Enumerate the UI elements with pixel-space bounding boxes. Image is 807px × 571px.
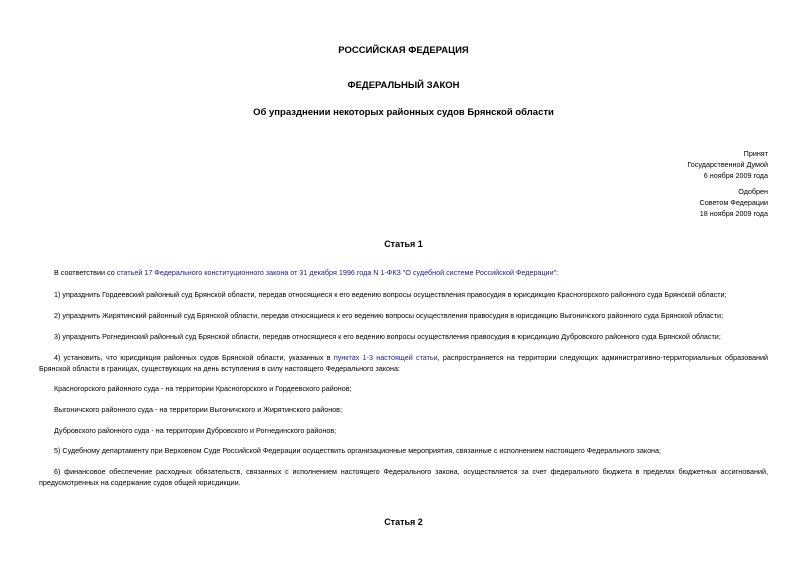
country-heading: РОССИЙСКАЯ ФЕДЕРАЦИЯ (338, 45, 469, 56)
article1-item1: 1) упразднить Гордеевский районный суд Брянской области, передав относящиеся к его ведению вопросы осуществления правосудия в юрисдикцию Красногорского районного суда Брянской области; (54, 290, 727, 299)
intro-suffix: : (556, 268, 559, 277)
article1-sub3: Дубровского районного суда - на территории Дубровского и Рогнединского районов; (54, 426, 337, 435)
article1-item5: 5) Судебному департаменту при Верховном Суде Российской Федерации осуществить организационные мероприятия, связанные с исполнением настоящего Федерального закона; (54, 446, 662, 455)
this-article-link[interactable]: настоящей статьи (376, 353, 438, 362)
approved-line3: 18 ноября 2009 года (699, 209, 768, 218)
article1-item2: 2) упразднить Жирятинский районный суд Брянской области, передав относящиеся к его ведению вопросы осуществления правосудия в юрисдикцию Выгоничского районного суда Брянской области; (54, 311, 724, 320)
accepted-line2: Государственной Думой (687, 160, 768, 169)
items-1-3-link[interactable]: пунктах 1-3 (333, 353, 373, 362)
approved-line1: Одобрен (738, 187, 768, 196)
article1-sub2: Выгоничского районного суда - на территории Выгоничского и Жирятинского районов; (54, 405, 342, 414)
approved-line2: Советом Федерации (699, 198, 768, 207)
article1-item4 (39, 353, 768, 374)
doc-type-heading: ФЕДЕРАЛЬНЫЙ ЗАКОН (347, 80, 460, 91)
article1-sub1: Красногорского районного суда - на территории Красногорского и Гордеевского районов; (54, 384, 352, 393)
item4-suffix: , распространяется на территории следующих административно-территориальных образований Брянской области в границах, существующих на день вступления в силу настоящего Федерального закона: (39, 353, 768, 373)
article1-heading: Статья 1 (384, 239, 423, 249)
accepted-block (687, 148, 768, 181)
article1-item3: 3) упразднить Рогнединский районный суд Брянской области, передав относящиеся к его ведению вопросы осуществления правосудия в юрисдикцию Дубровского районного суда Брянской области; (54, 332, 721, 341)
intro-prefix: В соответствии со (54, 268, 117, 277)
accepted-line3: 6 ноября 2009 года (703, 171, 768, 180)
law-title: Об упразднении некоторых районных судов Брянской области (253, 107, 554, 118)
item4-prefix: 4) установить, что юрисдикция районных судов Брянской области, указанных в (54, 353, 334, 362)
federal-law-link[interactable]: статьей 17 Федерального конституционного закона от 31 декабря 1996 года N 1-ФКЗ "О судебной системе Российской Федерации" (116, 268, 557, 277)
approved-block (700, 186, 768, 219)
article1-item6: 6) финансовое обеспечение расходных обязательств, связанных с исполнением настоящего Федерального закона, осуществляется за счет федерального бюджета в пределах бюджетных ассигнований, предусмотренных на содержание судов общей юрисдикции. (39, 467, 768, 487)
article2-heading: Статья 2 (384, 517, 423, 527)
article1-intro (39, 268, 768, 279)
accepted-line1: Принят (743, 149, 768, 158)
